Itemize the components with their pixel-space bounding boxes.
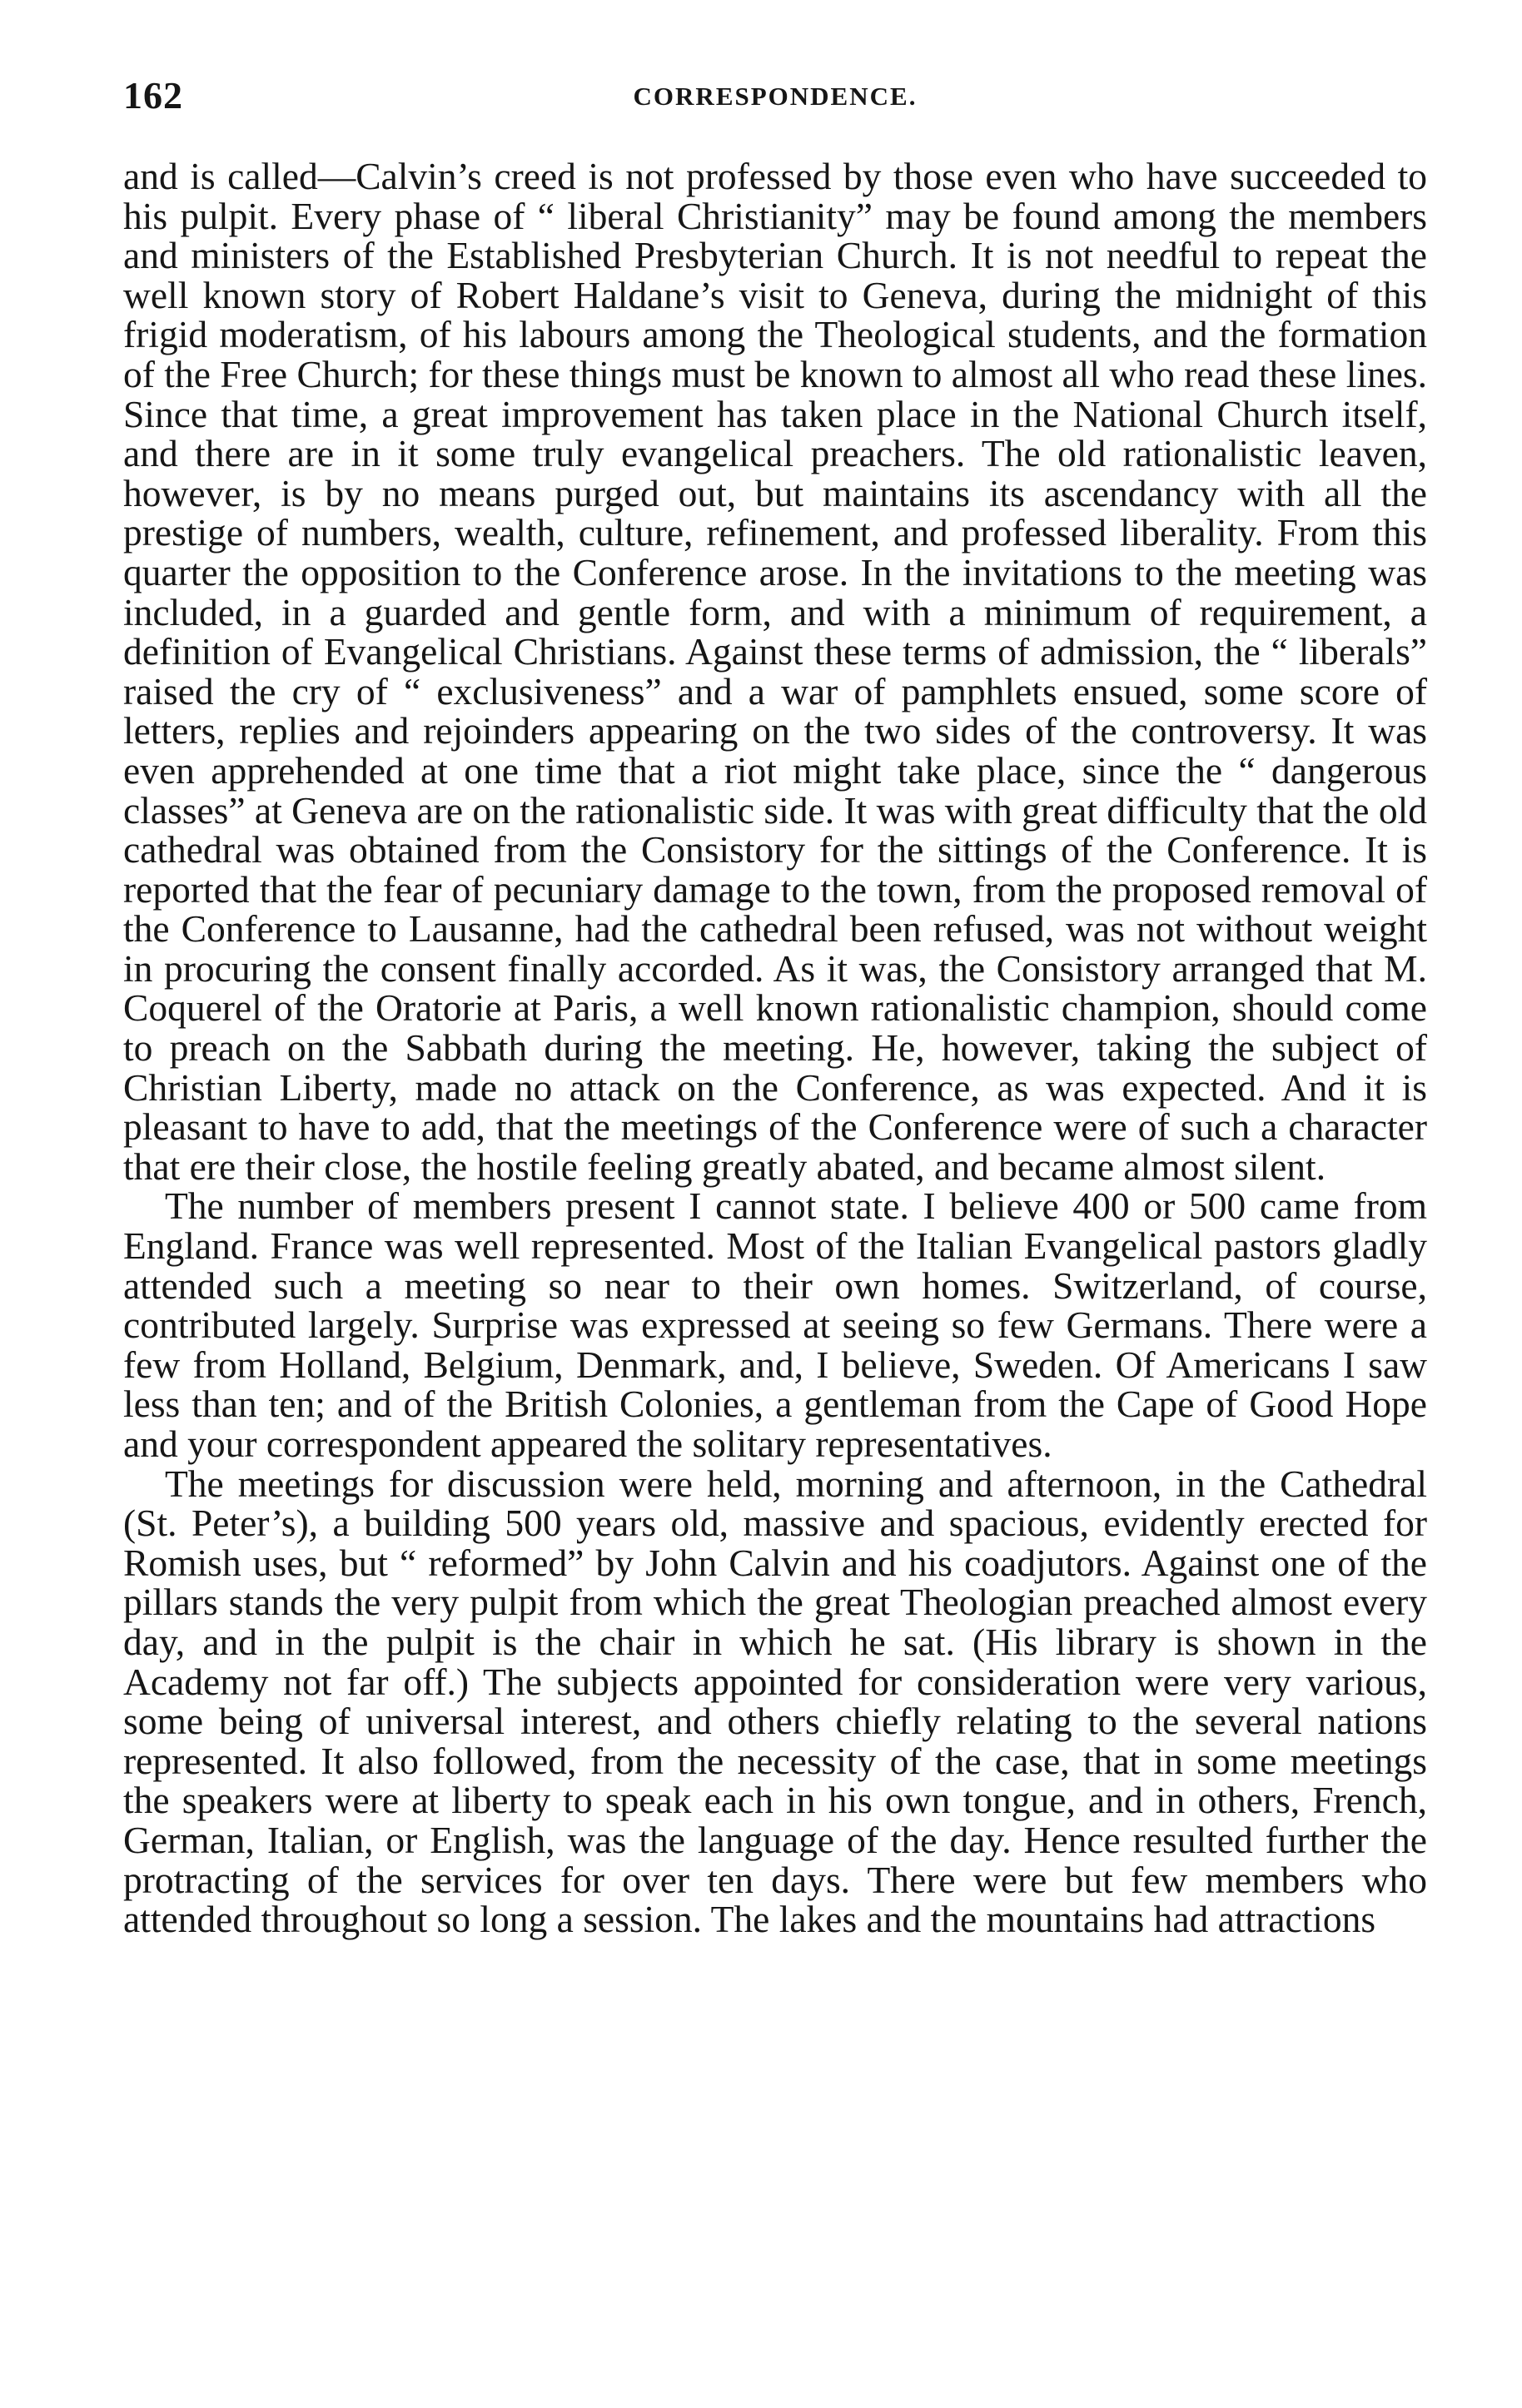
paragraph-1: and is called—Calvin’s creed is not professed by those even who have succeeded to his pulpit. Every phase of “ liberal Christianity” may be found among the members and ministers of the Established Presbyterian Church. It is not needful to repeat the well known story of Robert Haldane’s visit to Geneva, during the midnight of this frigid moderatism, of his labours among the Theological students, and the formation of the Free Church; for these things must be known to almost all who read these lines. Since that time, a great improvement has taken place in the National Church itself, and there are in it some truly evangelical preachers. The old rationalistic leaven, however, is by no means purged out, but maintains its ascendancy with all the prestige of numbers, wealth, culture, refinement, and professed liberality. From this quarter the opposition to the Conference arose. In the invitations to the meeting was included, in a guarded and gentle form, and with a minimum of requirement, a definition of Evangelical Christians. Against these terms of admission, the “ liberals” raised the cry of “ exclusiveness” and a war of pamphlets ensued, some score of letters, replies and rejoinders appearing on the two sides of the controversy. It was even apprehended at one time that a riot might take place, since the “ dangerous classes” at Geneva are on the rationalistic side. It was with great difficulty that the old cathedral was obtained from the Consistory for the sittings of the Conference. It is reported that the fear of pecuniary damage to the town, from the proposed removal of the Conference to Lausanne, had the cathedral been refused, was not without weight in procuring the consent finally accorded. As it was, the Consistory arranged that M. Coquerel of the Oratorie at Paris, a well known rationalistic champion, should come to preach on the Sabbath during the meeting. He, however, taking the subject of Christian Liberty, made no attack on the Conference, as was expected. And it is pleasant to have to add, that the meetings of the Conference were of such a character that ere their close, the hostile feeling greatly abated, and became almost silent. (123, 155, 1427, 1188)
paragraph-3: The meetings for discussion were held, morning and afternoon, in the Cathedral (St. Peter’s), a building 500 years old, massive and spacious, evidently erected for Romish uses, but “ reformed” by John Calvin and his coadjutors. Against one of the pillars stands the very pulpit from which the great Theologian preached almost every day, and in the pulpit is the chair in which he sat. (His library is shown in the Academy not far off.) The subjects appointed for consideration were very various, some being of universal interest, and others chiefly relating to the several nations represented. It also followed, from the necessity of the case, that in some meetings the speakers were at liberty to speak each in his own tongue, and in others, French, German, Italian, or English, was the language of the day. Hence resulted further the protracting of the services for over ten days. There were but few members who attended throughout so long a session. The lakes and the mountains had attractions (123, 1462, 1427, 1941)
page-number: 162 (123, 74, 183, 117)
paragraph-2: The number of members present I cannot state. I believe 400 or 500 came from England. France was well represented. Most of the Italian Evangelical pastors gladly attended such a meeting so near to their own homes. Switzerland, of course, contributed largely. Surprise was expressed at seeing so few Germans. There were a few from Holland, Belgium, Denmark, and, I believe, Sweden. Of Americans I saw less than ten; and of the British Colonies, a gentleman from the Cape of Good Hope and your correspondent appeared the solitary representatives. (123, 1184, 1427, 1465)
document-page (123, 73, 1427, 1939)
body-text (123, 156, 1427, 1939)
section-title: CORRESPONDENCE. (633, 82, 918, 111)
running-header (123, 73, 1427, 138)
